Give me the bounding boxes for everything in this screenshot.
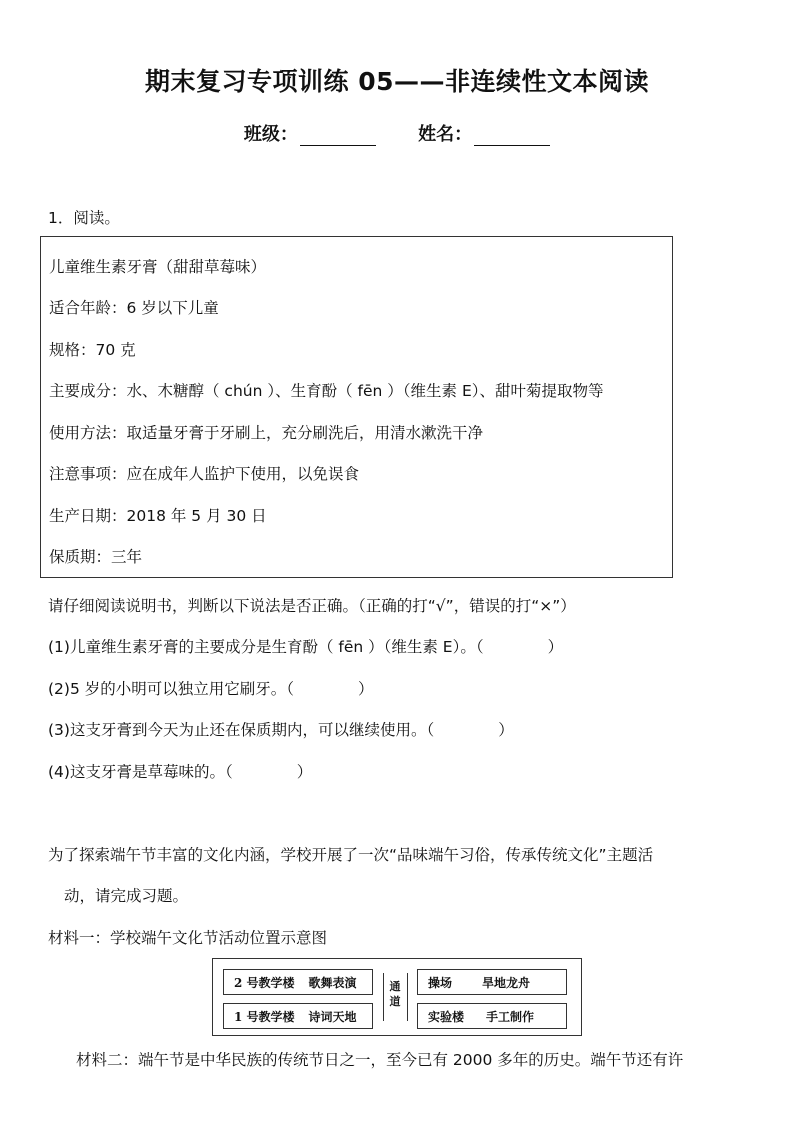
activity-intro-line1: 为了探索端午节丰富的文化内涵，学校开展了一次“品味端午习俗，传承传统文化”主题活 xyxy=(48,846,654,864)
judgement-item-1 xyxy=(48,635,563,657)
judgement-text: (3)这支牙膏到今天为止还在保质期内，可以继续使用。（ xyxy=(48,721,435,739)
question1-heading: 1．阅读。 xyxy=(48,209,120,227)
activity-label: 诗词天地 xyxy=(308,1009,357,1024)
activity-intro-line2: 动，请完成习题。 xyxy=(64,887,189,905)
close-paren: ） xyxy=(358,680,374,698)
map-cell-left-top xyxy=(223,969,373,995)
product-label-box xyxy=(40,236,673,578)
box-line: 使用方法：取适量牙膏于牙刷上，充分刷洗后，用清水漱洗干净 xyxy=(49,424,484,442)
class-blank[interactable] xyxy=(300,127,376,146)
box-line: 保质期：三年 xyxy=(49,548,143,566)
material2-text: 材料二：端午节是中华民族的传统节日之一，至今已有 2000 多年的历史。端午节还有许 xyxy=(76,1051,684,1069)
judgement-item-3 xyxy=(48,718,514,740)
activity-label: 歌舞表演 xyxy=(308,975,357,990)
box-line: 生产日期：2018 年 5 月 30 日 xyxy=(49,507,267,525)
box-line: 适合年龄：6 岁以下儿童 xyxy=(49,299,219,317)
close-paren: ） xyxy=(296,763,313,781)
header-fields xyxy=(0,120,794,146)
building-label: 操场 xyxy=(428,975,453,990)
activity-label: 手工制作 xyxy=(486,1009,535,1024)
map-cell-right-top xyxy=(417,969,567,995)
corridor-line-left xyxy=(383,973,384,1021)
material1-title: 材料一：学校端午文化节活动位置示意图 xyxy=(48,929,328,947)
close-paren: ） xyxy=(547,638,564,656)
name-label: 姓名： xyxy=(418,124,473,145)
corridor-line-right xyxy=(407,973,408,1021)
close-paren: ） xyxy=(498,721,514,739)
building-label: 实验楼 xyxy=(428,1009,465,1024)
class-field xyxy=(244,120,376,146)
activity-location-map xyxy=(212,958,582,1036)
judgement-text: (1)儿童维生素牙膏的主要成分是生育酚（ fēn ）（维生素 E）。（ xyxy=(48,638,484,656)
judgement-item-2 xyxy=(48,677,374,699)
corridor-label: 通道 xyxy=(389,980,401,1008)
name-field xyxy=(418,120,550,146)
box-line: 注意事项：应在成年人监护下使用，以免误食 xyxy=(49,465,360,483)
judgement-item-4 xyxy=(48,760,312,782)
map-cell-left-bottom xyxy=(223,1003,373,1029)
map-cell-right-bottom xyxy=(417,1003,567,1029)
building-label: 2 号教学楼 xyxy=(234,975,295,990)
page-title: 期末复习专项训练 05——非连续性文本阅读 xyxy=(145,67,649,96)
class-label: 班级： xyxy=(243,124,298,145)
box-line: 规格：70 克 xyxy=(49,341,136,359)
box-line: 儿童维生素牙膏（甜甜草莓味） xyxy=(49,258,267,276)
building-label: 1 号教学楼 xyxy=(234,1009,295,1024)
instruction-text: 请仔细阅读说明书，判断以下说法是否正确。（正确的打“√”，错误的打“×”） xyxy=(48,597,576,615)
judgement-text: (2)5 岁的小明可以独立用它刷牙。（ xyxy=(48,680,294,698)
activity-label: 旱地龙舟 xyxy=(482,975,531,990)
name-blank[interactable] xyxy=(474,127,550,146)
box-line: 主要成分：水、木糖醇（ chún ）、生育酚（ fēn ）（维生素 E）、甜叶菊提取物等 xyxy=(49,382,604,400)
judgement-text: (4)这支牙膏是草莓味的。（ xyxy=(48,763,233,781)
